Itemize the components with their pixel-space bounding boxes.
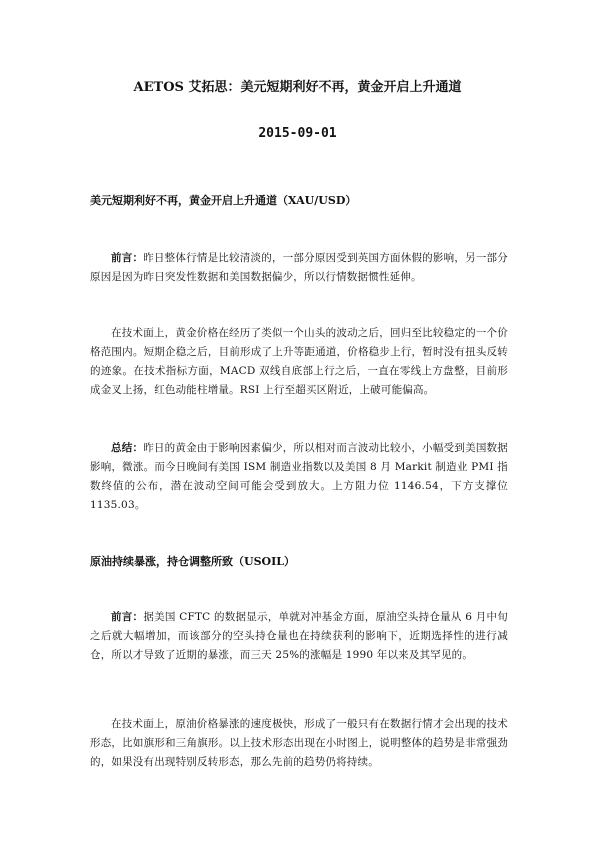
paragraph-lead-label: 前言： <box>111 611 144 623</box>
paragraph-lead-label: 前言： <box>111 252 144 264</box>
paragraph-gold-summary <box>90 439 508 515</box>
paragraph-text: 昨日的黄金由于影响因素偏少，所以相对而言波动比较小，小幅受到美国数据影响，微涨。而今日晚间有美国 ISM 制造业指数以及美国 8 月 Markit 制造业 PMI 指数终值的公布，潜在波动空间可能会受到放大。上方阻力位 1146.54，下方支撑位 1135.03。 <box>90 442 508 511</box>
document-date: 2015-09-01 <box>258 126 337 141</box>
paragraph-text: 在技术面上，黄金价格在经历了类似一个山头的波动之后，回归至比较稳定的一个价格范围内。短期企稳之后，目前形成了上升等距通道，价格稳步上行，暂时没有扭头反转的迹象。在技术指标方面，MACD 双线自底部上行之后，一直在零线上方盘整，目前形成金叉上扬，红色动能柱增量。RSI 上行至超买区附近，上破可能偏高。 <box>90 327 508 396</box>
paragraph-text: 在技术面上，原油价格暴涨的速度极快，形成了一般只有在数据行情才会出现的技术形态，比如旗形和三角旗形。以上技术形态出现在小时图上，说明整体的趋势是非常强劲的，如果没有出现特别反转形态，那么先前的趋势仍将持续。 <box>90 718 508 768</box>
document-title: AETOS 艾拓思：美元短期利好不再，黄金开启上升通道 <box>133 80 462 95</box>
section-heading-oil: 原油持续暴涨，持仓调整所致（USOIL） <box>90 555 295 568</box>
paragraph-gold-technical <box>90 324 508 400</box>
paragraph-oil-technical <box>90 715 508 772</box>
paragraph-text: 昨日整体行情是比较清淡的，一部分原因受到英国方面休假的影响，另一部分原因是因为昨日突发性数据和美国数据偏少，所以行情数据惯性延伸。 <box>90 252 508 283</box>
paragraph-gold-preface <box>90 249 508 287</box>
paragraph-lead-label: 总结： <box>111 442 144 454</box>
paragraph-text: 据美国 CFTC 的数据显示，单就对冲基金方面，原油空头持仓量从 6 月中旬之后就大幅增加，而该部分的空头持仓量也在持续获利的影响下，近期选择性的进行减仓，所以才导致了近期的暴涨，而三天 25%的涨幅是 1990 年以来及其罕见的。 <box>90 611 508 661</box>
paragraph-oil-preface <box>90 608 508 665</box>
section-heading-gold: 美元短期利好不再，黄金开启上升通道（XAU/USD） <box>90 194 357 207</box>
